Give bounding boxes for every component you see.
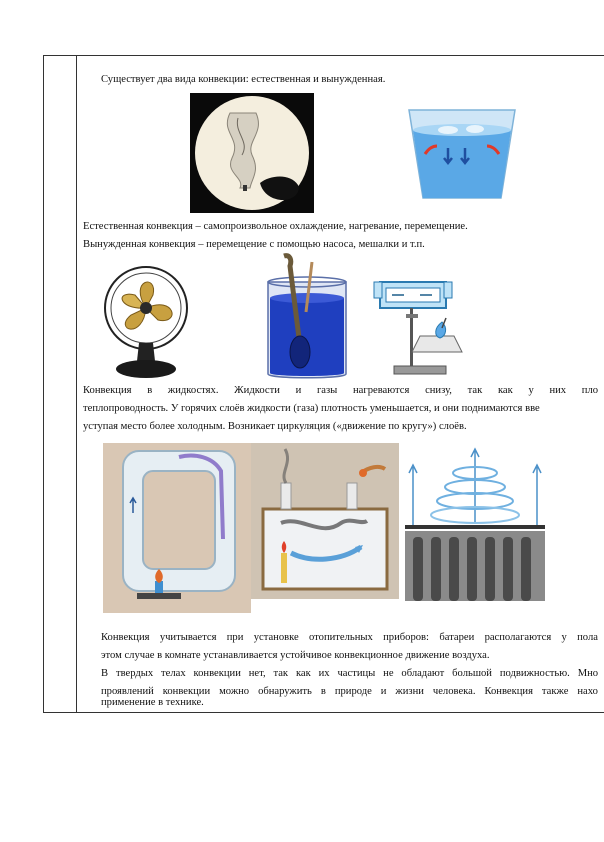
heating-line-2: этом случае в комнате устанавливается устойчивое конвекционное движение воздуха. <box>101 650 490 661</box>
column-divider <box>76 55 77 712</box>
electric-fan-image <box>103 265 189 381</box>
natural-convection-definition: Естественная конвекция – самопроизвольное охлаждение, нагревание, перемещение. <box>83 221 468 232</box>
convection-tube-image <box>103 443 251 613</box>
convection-apparatus-image <box>372 278 468 382</box>
solids-line-2: проявлений конвекции можно обнаружить в природе и жизни человека. Конвекция также нахо <box>101 686 598 697</box>
beaker-with-stirrer-image <box>262 252 352 382</box>
radiator-airflow-image <box>399 443 551 603</box>
liquids-line-2: теплопроводность. У горячих слоёв жидкости (газа) плотность уменьшается, и они поднимаются вве <box>83 403 540 414</box>
forced-convection-definition: Вынужденная конвекция – перемещение с помощью насоса, мешалки и т.п. <box>83 239 425 250</box>
intro-text: Существует два вида конвекции: естественная и вынужденная. <box>101 74 386 85</box>
heating-line-1: Конвекция учитывается при установке отопительных приборов: батареи располагаются у пола <box>101 632 598 643</box>
glass-of-water-image <box>403 100 521 204</box>
solids-line-3: применение в технике. <box>101 697 204 708</box>
liquids-line-3: уступая место более холодным. Возникает циркуляция («движение по кругу») слоёв. <box>83 421 467 432</box>
candle-box-image <box>251 443 399 599</box>
solids-line-1: В твердых телах конвекции нет, так как их частицы не обладают большой подвижностью. Мно <box>101 668 599 679</box>
candle-smoke-image <box>190 93 314 213</box>
liquids-line-1: Конвекция в жидкостях. Жидкости и газы нагреваются снизу, так как у них пло <box>83 385 599 396</box>
